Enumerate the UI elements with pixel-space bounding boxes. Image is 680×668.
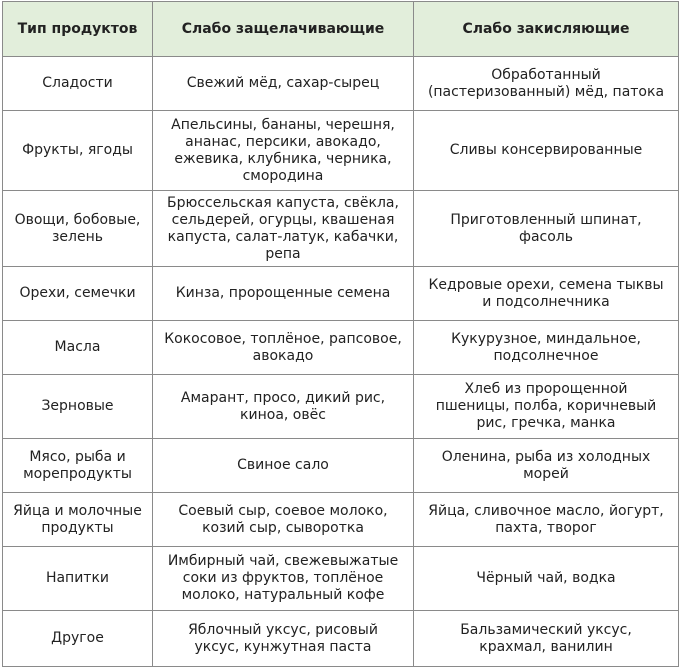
alkaline-cell: Соевый сыр, соевое молоко, козий сыр, сыворотка (153, 493, 414, 547)
table-row (3, 57, 679, 111)
alkaline-cell: Имбирный чай, свежевыжатые соки из фруктов, топлёное молоко, натуральный кофе (153, 547, 414, 611)
alkaline-cell: Свиное сало (153, 439, 414, 493)
table-row (3, 493, 679, 547)
table-row (3, 439, 679, 493)
acidic-cell: Сливы консервированные (414, 111, 679, 191)
alkaline-cell: Яблочный уксус, рисовый уксус, кунжутная паста (153, 611, 414, 667)
product-type-cell: Орехи, семечки (3, 267, 153, 321)
product-type-cell: Масла (3, 321, 153, 375)
product-type-cell: Напитки (3, 547, 153, 611)
product-type-cell: Фрукты, ягоды (3, 111, 153, 191)
acidic-cell: Оленина, рыба из холодных морей (414, 439, 679, 493)
acidic-cell: Чёрный чай, водка (414, 547, 679, 611)
product-type-cell: Другое (3, 611, 153, 667)
alkaline-cell: Брюссельская капуста, свёкла, сельдерей, огурцы, квашеная капуста, салат-латук, кабачки, репа (153, 191, 414, 267)
header-row (3, 2, 679, 57)
food-ph-table (2, 1, 679, 667)
table-row (3, 191, 679, 267)
alkaline-cell: Кинза, пророщенные семена (153, 267, 414, 321)
table-row (3, 267, 679, 321)
table-row (3, 547, 679, 611)
acidic-cell: Хлеб из пророщенной пшеницы, полба, коричневый рис, гречка, манка (414, 375, 679, 439)
product-type-cell: Зерновые (3, 375, 153, 439)
header-acidic: Слабо закисляющие (414, 2, 679, 57)
product-type-cell: Яйца и молочные продукты (3, 493, 153, 547)
table-row (3, 111, 679, 191)
acidic-cell: Обработанный (пастеризованный) мёд, патока (414, 57, 679, 111)
table-row (3, 611, 679, 667)
alkaline-cell: Амарант, просо, дикий рис, киноа, овёс (153, 375, 414, 439)
header-alkaline: Слабо защелачивающие (153, 2, 414, 57)
table-row (3, 321, 679, 375)
product-type-cell: Овощи, бобовые, зелень (3, 191, 153, 267)
alkaline-cell: Кокосовое, топлёное, рапсовое, авокадо (153, 321, 414, 375)
header-product-type: Тип продуктов (3, 2, 153, 57)
product-type-cell: Сладости (3, 57, 153, 111)
product-type-cell: Мясо, рыба и морепродукты (3, 439, 153, 493)
alkaline-cell: Свежий мёд, сахар-сырец (153, 57, 414, 111)
acidic-cell: Кукурузное, миндальное, подсолнечное (414, 321, 679, 375)
table-row (3, 375, 679, 439)
alkaline-cell: Апельсины, бананы, черешня, ананас, персики, авокадо, ежевика, клубника, черника, смородина (153, 111, 414, 191)
acidic-cell: Приготовленный шпинат, фасоль (414, 191, 679, 267)
acidic-cell: Кедровые орехи, семена тыквы и подсолнечника (414, 267, 679, 321)
acidic-cell: Бальзамический уксус, крахмал, ванилин (414, 611, 679, 667)
acidic-cell: Яйца, сливочное масло, йогурт, пахта, творог (414, 493, 679, 547)
